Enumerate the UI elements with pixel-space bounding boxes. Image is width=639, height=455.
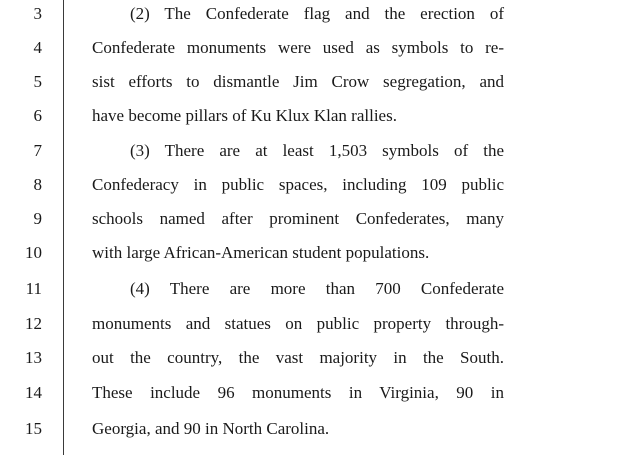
text-line: [0, 276, 639, 302]
line-text: Confederacy in public spaces, including 109 public: [92, 175, 504, 194]
line-number: 13: [25, 348, 42, 367]
line-text: Confederate monuments were used as symbols to re-: [92, 38, 504, 57]
line-text: These include 96 monuments in Virginia, 90 in: [92, 383, 504, 402]
line-text: with large African-American student populations.: [92, 243, 430, 262]
line-number: 12: [25, 314, 42, 333]
line-number: 14: [25, 383, 42, 402]
line-text: (4) There are more than 700 Confederate: [130, 279, 504, 298]
line-number: 3: [33, 4, 42, 23]
line-number: 10: [25, 243, 42, 262]
text-line: [0, 311, 639, 337]
line-text: schools named after prominent Confederates, many: [92, 209, 504, 228]
line-number: 6: [33, 106, 42, 125]
line-text: (2) The Confederate flag and the erection of: [130, 4, 504, 23]
text-line: [0, 206, 639, 232]
line-number: 5: [33, 72, 42, 91]
text-line: [0, 138, 639, 164]
text-line: [0, 1, 639, 27]
line-text: sist efforts to dismantle Jim Crow segregation, and: [92, 72, 504, 91]
text-line: [0, 103, 639, 129]
line-text: Georgia, and 90 in North Carolina.: [92, 419, 330, 438]
text-line: [0, 380, 639, 406]
line-number: 8: [33, 175, 42, 194]
text-line: [0, 35, 639, 61]
text-line: [0, 172, 639, 198]
line-number: 15: [25, 419, 42, 438]
line-text: out the country, the vast majority in the South.: [92, 348, 504, 367]
text-line: [0, 345, 639, 371]
text-line: [0, 69, 639, 95]
line-number: 9: [33, 209, 42, 228]
text-line: [0, 416, 639, 442]
line-number: 4: [33, 38, 42, 57]
line-text: have become pillars of Ku Klux Klan rallies.: [92, 106, 397, 125]
line-text: monuments and statues on public property through-: [92, 314, 504, 333]
line-number: 7: [33, 141, 42, 160]
text-line: [0, 240, 639, 266]
line-text: (3) There are at least 1,503 symbols of the: [130, 141, 504, 160]
line-number: 11: [25, 279, 42, 298]
